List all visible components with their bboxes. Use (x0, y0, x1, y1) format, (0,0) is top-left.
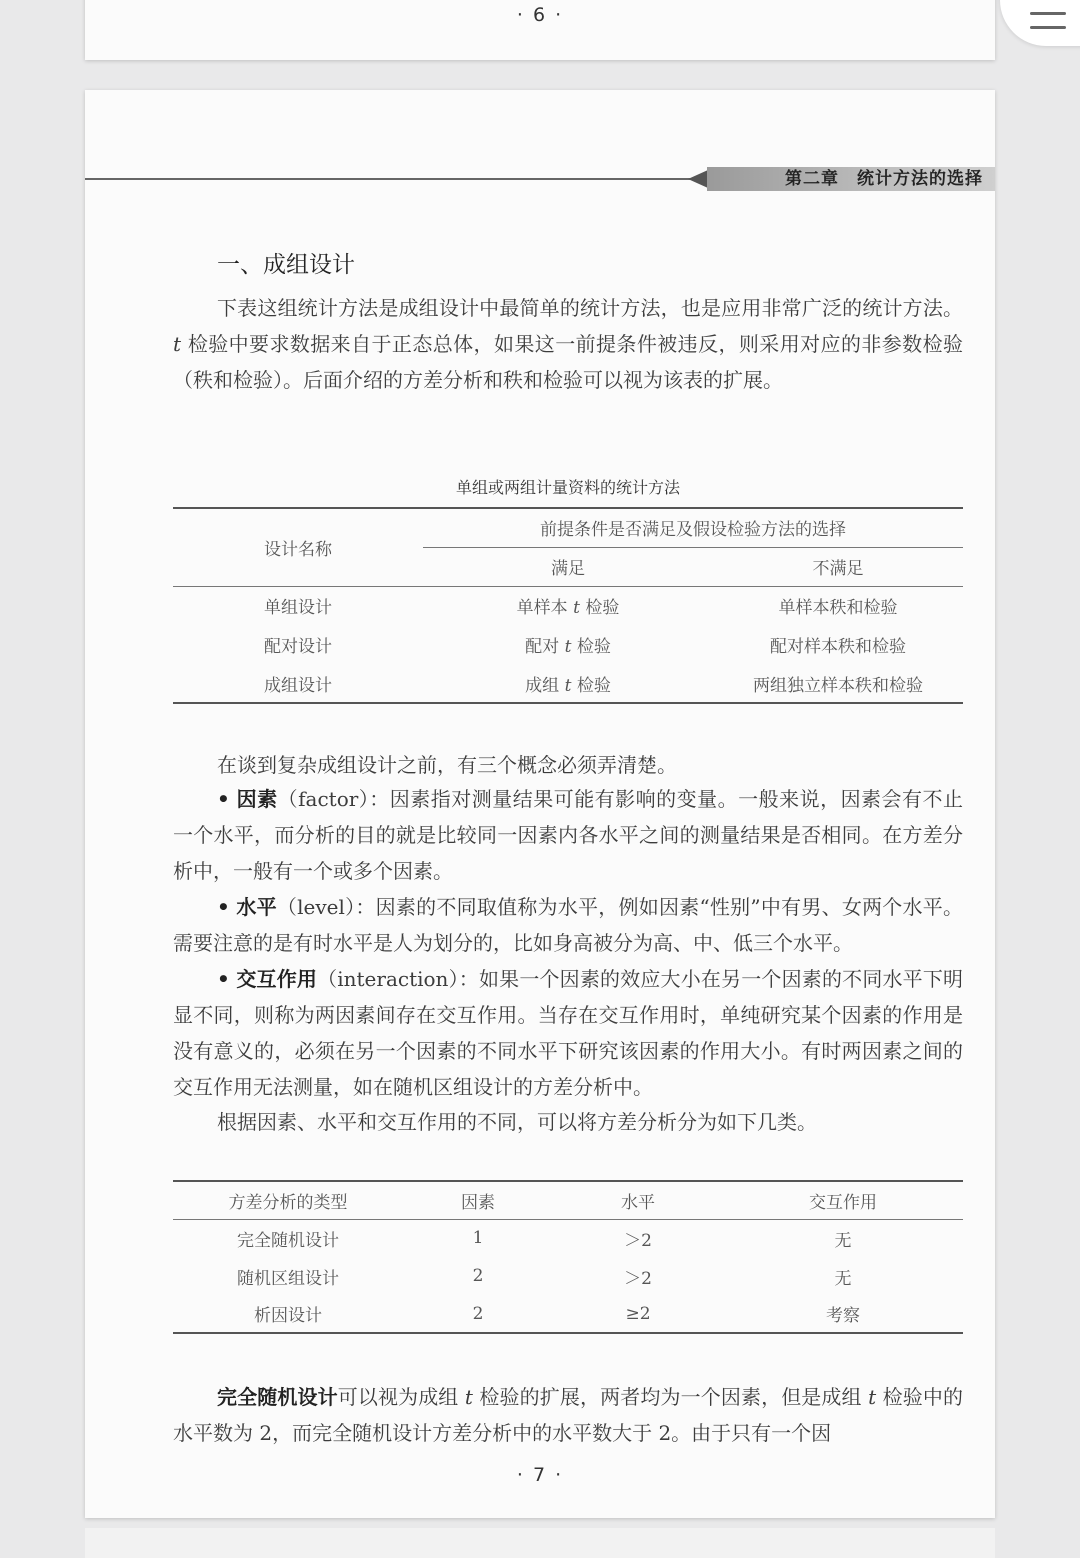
table-row (173, 625, 963, 664)
bullet-text: 因素的不同取值称为水平，例如因素“性别”中有男、女两个水平。需要注意的是有时水平是人为划分的，比如身高被分为高、中、低三个水平。 (173, 895, 964, 955)
bullet-text: 因素指对测量结果可能有影响的变量。一般来说，因素会有不止一个水平，而分析的目的就是比较同一因素内各水平之间的测量结果是否相同。在方差分析中，一般有一个或多个因素。 (173, 787, 964, 883)
header-arrow (688, 170, 708, 188)
closing-paragraph (173, 1379, 963, 1451)
bullet-term: 水平 (236, 895, 277, 919)
cell-yes-t: t (564, 637, 572, 657)
closing-text-c: 检验中的水平数为 2，而完全随机设计方差分析中的水平数大于 2。由于只有一个因 (173, 1385, 964, 1445)
closing-text-b: 检验的扩展，两者均为一个因素，但是成组 (472, 1385, 869, 1409)
cell-design: 配对设计 (264, 637, 332, 657)
cell-type: 随机区组设计 (237, 1268, 339, 1289)
cell-level: ＞2 (624, 1230, 652, 1251)
chapter-header: 第二章 统计方法的选择 (785, 169, 983, 189)
col-level-header: 水平 (553, 1181, 723, 1219)
table1-caption: 单组或两组计量资料的统计方法 (455, 478, 680, 497)
next-page-edge (85, 1528, 995, 1558)
cell-yes-post: 检验 (579, 598, 620, 619)
menu-button[interactable] (1000, 0, 1080, 46)
cell-interaction: 无 (834, 1230, 852, 1251)
closing-t2: t (868, 1385, 877, 1409)
cell-type: 完全随机设计 (237, 1230, 339, 1251)
col-yes-header: 满足 (423, 547, 713, 586)
col-interaction-header: 交互作用 (723, 1181, 963, 1219)
bullet-icon: • (217, 787, 230, 811)
cell-yes-post: 检验 (571, 675, 611, 696)
bullet-interaction (173, 961, 963, 1105)
cell-yes (423, 586, 713, 625)
cell-design: 单组设计 (264, 598, 332, 619)
page-number: · 7 · (516, 1464, 564, 1486)
intro-paragraph (173, 290, 963, 398)
current-page (85, 90, 995, 1518)
cell-level: ＞2 (624, 1268, 652, 1289)
intro-t: t (173, 332, 182, 356)
stat-methods-table (173, 507, 963, 704)
cell-yes-t: t (573, 598, 580, 619)
col-type-header: 方差分析的类型 (173, 1181, 403, 1219)
col-group-header: 前提条件是否满足及假设检验方法的选择 (423, 508, 963, 547)
table-row (173, 1219, 963, 1257)
closing-term: 完全随机设计 (217, 1385, 338, 1409)
cell-interaction: 无 (834, 1268, 852, 1289)
bullet-paren: （level）： (276, 895, 376, 919)
col-no-header: 不满足 (713, 547, 963, 586)
bullet-factor (173, 781, 963, 889)
intro-text-2: 检验中要求数据来自于正态总体，如果这一前提条件被违反，则采用对应的非参数检验（秩和检验）。后面介绍的方差分析和秩和检验可以视为该表的扩展。 (173, 332, 963, 392)
col-factor-header: 因素 (403, 1181, 553, 1219)
cell-yes-pre: 单样本 (516, 598, 574, 619)
anova-types-table (173, 1180, 963, 1334)
header-rule (85, 178, 710, 180)
cell-factor: 2 (472, 1266, 484, 1286)
cell-no: 配对样本秩和检验 (770, 637, 906, 657)
table-row (173, 1257, 963, 1295)
menu-icon-bar (1030, 26, 1066, 29)
section-title: 一、成组设计 (217, 252, 355, 278)
bullet-paren: （factor）： (277, 787, 390, 811)
cell-yes-post: 检验 (571, 637, 611, 657)
cell-interaction: 考察 (826, 1306, 860, 1326)
table-row (173, 1295, 963, 1333)
bullet-term: 交互作用 (236, 967, 318, 991)
col-design-header: 设计名称 (173, 508, 423, 586)
cell-level: ≥2 (625, 1303, 651, 1324)
menu-icon (1030, 12, 1066, 15)
bullet-icon: • (217, 967, 230, 991)
closing-t1: t (464, 1385, 473, 1409)
table-row (173, 664, 963, 703)
page-number: · 6 · (516, 4, 564, 26)
cell-yes (423, 625, 713, 664)
intro-text-1: 下表这组统计方法是成组设计中最简单的统计方法，也是应用非常广泛的统计方法。 (217, 296, 963, 320)
bullet-text: 如果一个因素的效应大小在另一个因素的不同水平下明显不同，则称为两因素间存在交互作用。当存在交互作用时，单纯研究某个因素的作用是没有意义的，必须在另一个因素的不同水平下研究该因素的作用大小。有时两因素之间的交互作用无法测量，如在随机区组设计的方差分析中。 (173, 967, 964, 1099)
bullet-term: 因素 (236, 787, 278, 811)
cell-design: 成组设计 (264, 675, 332, 696)
cell-yes (423, 664, 713, 703)
concepts-intro: 在谈到复杂成组设计之前，有三个概念必须弄清楚。 (217, 753, 677, 777)
table-row (173, 586, 963, 625)
cell-type: 析因设计 (254, 1306, 322, 1326)
cell-yes-pre: 配对 (525, 637, 565, 657)
cell-yes-t: t (564, 675, 572, 696)
bullet-icon: • (217, 895, 230, 919)
previous-page (85, 0, 995, 60)
cell-no: 单样本秩和检验 (778, 598, 898, 619)
cell-factor: 1 (472, 1228, 484, 1249)
cell-yes-pre: 成组 (525, 675, 565, 696)
table-header-row (173, 1181, 963, 1219)
cell-no: 两组独立样本秩和检验 (753, 675, 923, 696)
cell-factor: 2 (472, 1303, 484, 1324)
classify-intro: 根据因素、水平和交互作用的不同，可以将方差分析分为如下几类。 (217, 1110, 817, 1134)
bullet-paren: （interaction）： (317, 967, 479, 991)
bullet-level (173, 889, 963, 961)
closing-text-a: 可以视为成组 (337, 1385, 465, 1409)
